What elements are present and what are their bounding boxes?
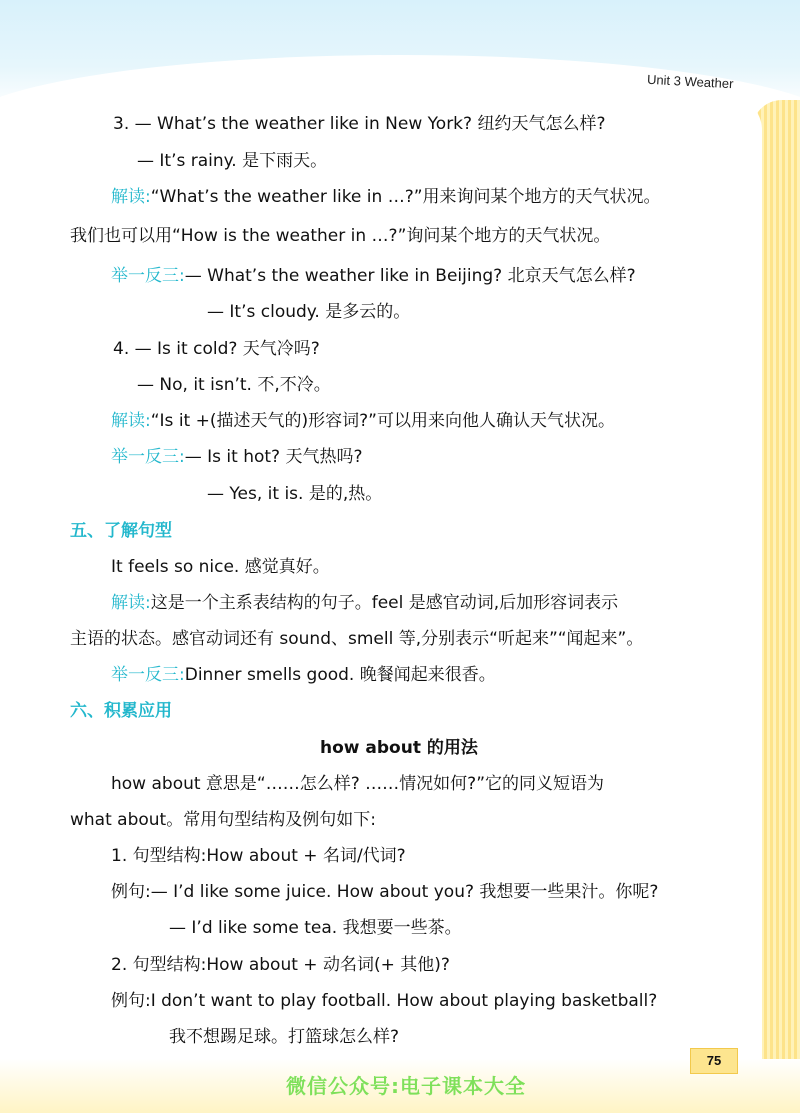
unit-title: Unit 3 Weather [646,71,734,92]
explanation-text: “What’s the weather like in …?”用来询问某个地方的天气状况。 [150,187,661,207]
example-text: — Is it hot? 天气热吗? [184,447,363,467]
sec4-explanation [111,406,615,431]
usage-title: how about 的用法 [320,738,478,758]
watermark: 微信公众号:电子课本大全 [286,1074,526,1098]
section-heading-5: 五、了解句型 [70,521,172,541]
sec4-question: 4. — Is it cold? 天气冷吗? [113,339,320,359]
sec6-pattern1-example1: 例句:— I’d like some juice. How about you? 我想要一些果汁。你呢? [111,882,659,902]
sec3-question: 3. — What’s the weather like in New York? 纽约天气怎么样? [113,114,606,134]
explanation-label: 解读: [111,187,151,207]
sec6-pattern1-example2: — I’d like some tea. 我想要一些茶。 [169,918,462,938]
sec3-explanation-line2: 我们也可以用“How is the weather in …?”询问某个地方的天气状况。 [70,226,611,246]
page-number: 75 [690,1048,738,1074]
example-label: 举一反三: [111,266,185,286]
sec4-example-answer: — Yes, it is. 是的,热。 [207,484,383,504]
sec4-example-question [111,442,363,467]
sec6-pattern1: 1. 句型结构:How about + 名词/代词? [111,846,406,866]
sec5-explanation-line2: 主语的状态。感官动词还有 sound、smell 等,分别表示“听起来”“闻起来”。 [70,629,644,649]
sec5-explanation-line1 [111,588,618,613]
sec6-pattern2-example1: 例句:I don’t want to play football. How about playing basketball? [111,991,658,1011]
section-heading-6: 六、积累应用 [70,701,172,721]
example-label: 举一反三: [111,665,185,685]
sec6-intro-line1: how about 意思是“……怎么样? ……情况如何?”它的同义短语为 [111,774,604,794]
sec5-example [111,660,496,685]
sec3-example-answer: — It’s cloudy. 是多云的。 [207,302,411,322]
explanation-text: 这是一个主系表结构的句子。feel 是感官动词,后加形容词表示 [150,593,619,613]
sec3-example-question [111,261,636,286]
explanation-label: 解读: [111,411,151,431]
example-label: 举一反三: [111,447,185,467]
example-text: — What’s the weather like in Beijing? 北京天气怎么样? [184,266,636,286]
sec6-intro-line2: what about。常用句型结构及例句如下: [70,810,376,830]
sec3-answer: — It’s rainy. 是下雨天。 [137,151,328,171]
sec5-sentence: It feels so nice. 感觉真好。 [111,557,330,577]
explanation-text: “Is it +(描述天气的)形容词?”可以用来向他人确认天气状况。 [150,411,615,431]
example-text: Dinner smells good. 晚餐闻起来很香。 [184,665,496,685]
sec6-pattern2: 2. 句型结构:How about + 动名词(+ 其他)? [111,955,450,975]
sec4-answer: — No, it isn’t. 不,不冷。 [137,375,331,395]
sec6-pattern2-example2: 我不想踢足球。打篮球怎么样? [169,1027,400,1047]
sec3-explanation-line1 [111,182,661,207]
explanation-label: 解读: [111,593,151,613]
